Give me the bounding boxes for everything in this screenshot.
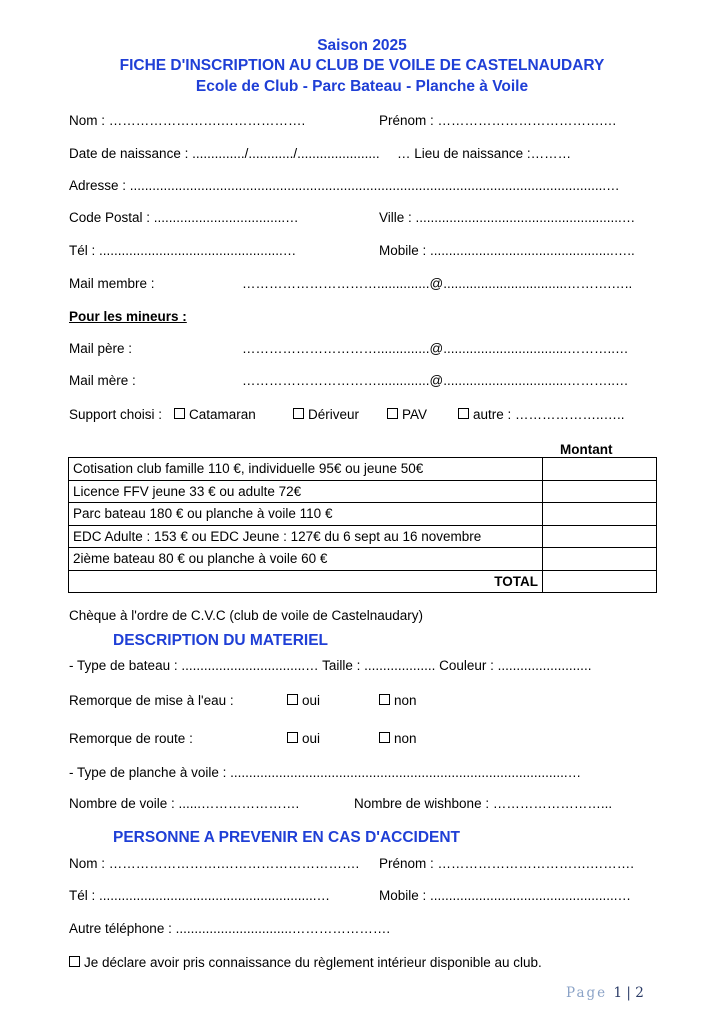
- other-phone-field[interactable]: Autre téléphone : ...............................………………….: [69, 921, 391, 936]
- prenom-field[interactable]: Prénom : ……………………………….…: [379, 113, 617, 128]
- support-catamaran-option[interactable]: [174, 407, 256, 422]
- page-word: Page: [566, 985, 608, 1001]
- road-trailer-oui[interactable]: [287, 731, 320, 746]
- support-pav-option[interactable]: [387, 407, 427, 422]
- fee-label: EDC Adulte : 153 € ou EDC Jeune : 127€ du 6 sept au 16 novembre: [69, 525, 543, 548]
- road-trailer-non[interactable]: [379, 731, 417, 746]
- option-label: non: [394, 693, 417, 708]
- checkbox-icon[interactable]: [293, 408, 304, 419]
- fee-amount-cell[interactable]: [543, 525, 657, 548]
- total-label: TOTAL: [69, 570, 543, 593]
- city-field[interactable]: Ville : .......................................................…: [379, 210, 636, 225]
- support-autre-field[interactable]: autre : ………………..…..: [473, 407, 625, 422]
- member-mail-field[interactable]: …………………………..............@.................................……….…..: [242, 276, 633, 291]
- nom-field[interactable]: Nom : …………………….……………….: [69, 113, 306, 128]
- season-title: Saison 2025: [317, 37, 407, 54]
- contact-phone-field[interactable]: Tél : ..........................................................…: [69, 888, 331, 903]
- option-label: oui: [302, 693, 321, 708]
- fee-amount-cell[interactable]: [543, 480, 657, 503]
- road-trailer-label: Remorque de route :: [69, 731, 193, 746]
- checkbox-icon[interactable]: [287, 694, 298, 705]
- member-mail-label: Mail membre :: [69, 276, 155, 291]
- contact-mobile-field[interactable]: Mobile : ..................................................…: [379, 888, 632, 903]
- support-option-label: PAV: [402, 407, 428, 422]
- support-option-label: Dériveur: [308, 407, 360, 422]
- checkbox-icon[interactable]: [69, 956, 80, 967]
- support-autre-option[interactable]: [458, 407, 625, 422]
- table-row: [69, 503, 657, 526]
- father-mail-field[interactable]: …………………………..............@.................................………..…: [242, 341, 629, 356]
- postal-code-field[interactable]: Code Postal : ...................................…: [69, 210, 299, 225]
- support-label: Support choisi :: [69, 407, 163, 422]
- fee-label: Cotisation club famille 110 €, individuelle 95€ ou jeune 50€: [69, 458, 543, 481]
- table-row: [69, 458, 657, 481]
- fee-label: Licence FFV jeune 33 € ou adulte 72€: [69, 480, 543, 503]
- checkbox-icon[interactable]: [379, 694, 390, 705]
- form-title: FICHE D'INSCRIPTION AU CLUB DE VOILE DE CASTELNAUDARY: [119, 57, 605, 74]
- declaration-text: Je déclare avoir pris connaissance du règlement intérieur disponible au club.: [84, 955, 542, 970]
- sail-count-field[interactable]: Nombre de voile : ......………………….: [69, 796, 300, 811]
- support-deriveur-option[interactable]: [293, 407, 359, 422]
- wishbone-count-field[interactable]: Nombre de wishbone : ……………………...: [354, 796, 613, 811]
- fee-label: 2ième bateau 80 € ou planche à voile 60 €: [69, 548, 543, 571]
- table-row: [69, 525, 657, 548]
- mobile-field[interactable]: Mobile : .................................................…..: [379, 243, 635, 258]
- fee-amount-cell[interactable]: [543, 503, 657, 526]
- checkbox-icon[interactable]: [387, 408, 398, 419]
- contact-prenom-field[interactable]: Prénom : …………………………….……….: [379, 856, 635, 871]
- form-subtitle: Ecole de Club - Parc Bateau - Planche à Voile: [195, 78, 529, 95]
- mother-mail-label: Mail mère :: [69, 373, 136, 388]
- page-count: 1 | 2: [613, 985, 644, 1001]
- checkbox-icon[interactable]: [174, 408, 185, 419]
- option-label: oui: [302, 731, 321, 746]
- option-label: non: [394, 731, 417, 746]
- cheque-note: Chèque à l'ordre de C.V.C (club de voile de Castelnaudary): [69, 608, 424, 623]
- declaration-option[interactable]: [69, 955, 542, 970]
- page-number: [566, 985, 644, 1001]
- father-mail-label: Mail père :: [69, 341, 133, 356]
- contact-nom-field[interactable]: Nom : …………………….………………………….: [69, 856, 360, 871]
- montant-header: Montant: [560, 442, 613, 457]
- windsurf-type-field[interactable]: - Type de planche à voile : ..........................................................................................…: [69, 765, 582, 780]
- launch-trailer-non[interactable]: [379, 693, 417, 708]
- checkbox-icon[interactable]: [458, 408, 469, 419]
- launch-trailer-oui[interactable]: [287, 693, 320, 708]
- materiel-heading: DESCRIPTION DU MATERIEL: [113, 632, 328, 649]
- minors-heading: Pour les mineurs :: [69, 309, 187, 324]
- fees-table: [68, 457, 657, 593]
- fee-amount-cell[interactable]: [543, 458, 657, 481]
- address-field[interactable]: Adresse : ...............................................................................................................................…: [69, 178, 620, 193]
- total-amount-cell[interactable]: [543, 570, 657, 593]
- checkbox-icon[interactable]: [287, 732, 298, 743]
- mother-mail-field[interactable]: …………………………..............@.................................………..…: [242, 373, 629, 388]
- fee-label: Parc bateau 180 € ou planche à voile 110 €: [69, 503, 543, 526]
- birthdate-field[interactable]: Date de naissance : ............../............/......................: [69, 146, 380, 161]
- table-row: [69, 570, 657, 593]
- fee-amount-cell[interactable]: [543, 548, 657, 571]
- boat-type-field[interactable]: - Type de bateau : .................................… Taille : ................... Couleur : .........................: [69, 658, 592, 673]
- support-option-label: Catamaran: [189, 407, 256, 422]
- phone-field[interactable]: Tél : .................................................…: [69, 243, 297, 258]
- table-row: [69, 548, 657, 571]
- table-row: [69, 480, 657, 503]
- birthplace-field[interactable]: … Lieu de naissance :………: [397, 146, 572, 161]
- checkbox-icon[interactable]: [379, 732, 390, 743]
- launch-trailer-label: Remorque de mise à l'eau :: [69, 693, 234, 708]
- accident-heading: PERSONNE A PREVENIR EN CAS D'ACCIDENT: [113, 829, 461, 846]
